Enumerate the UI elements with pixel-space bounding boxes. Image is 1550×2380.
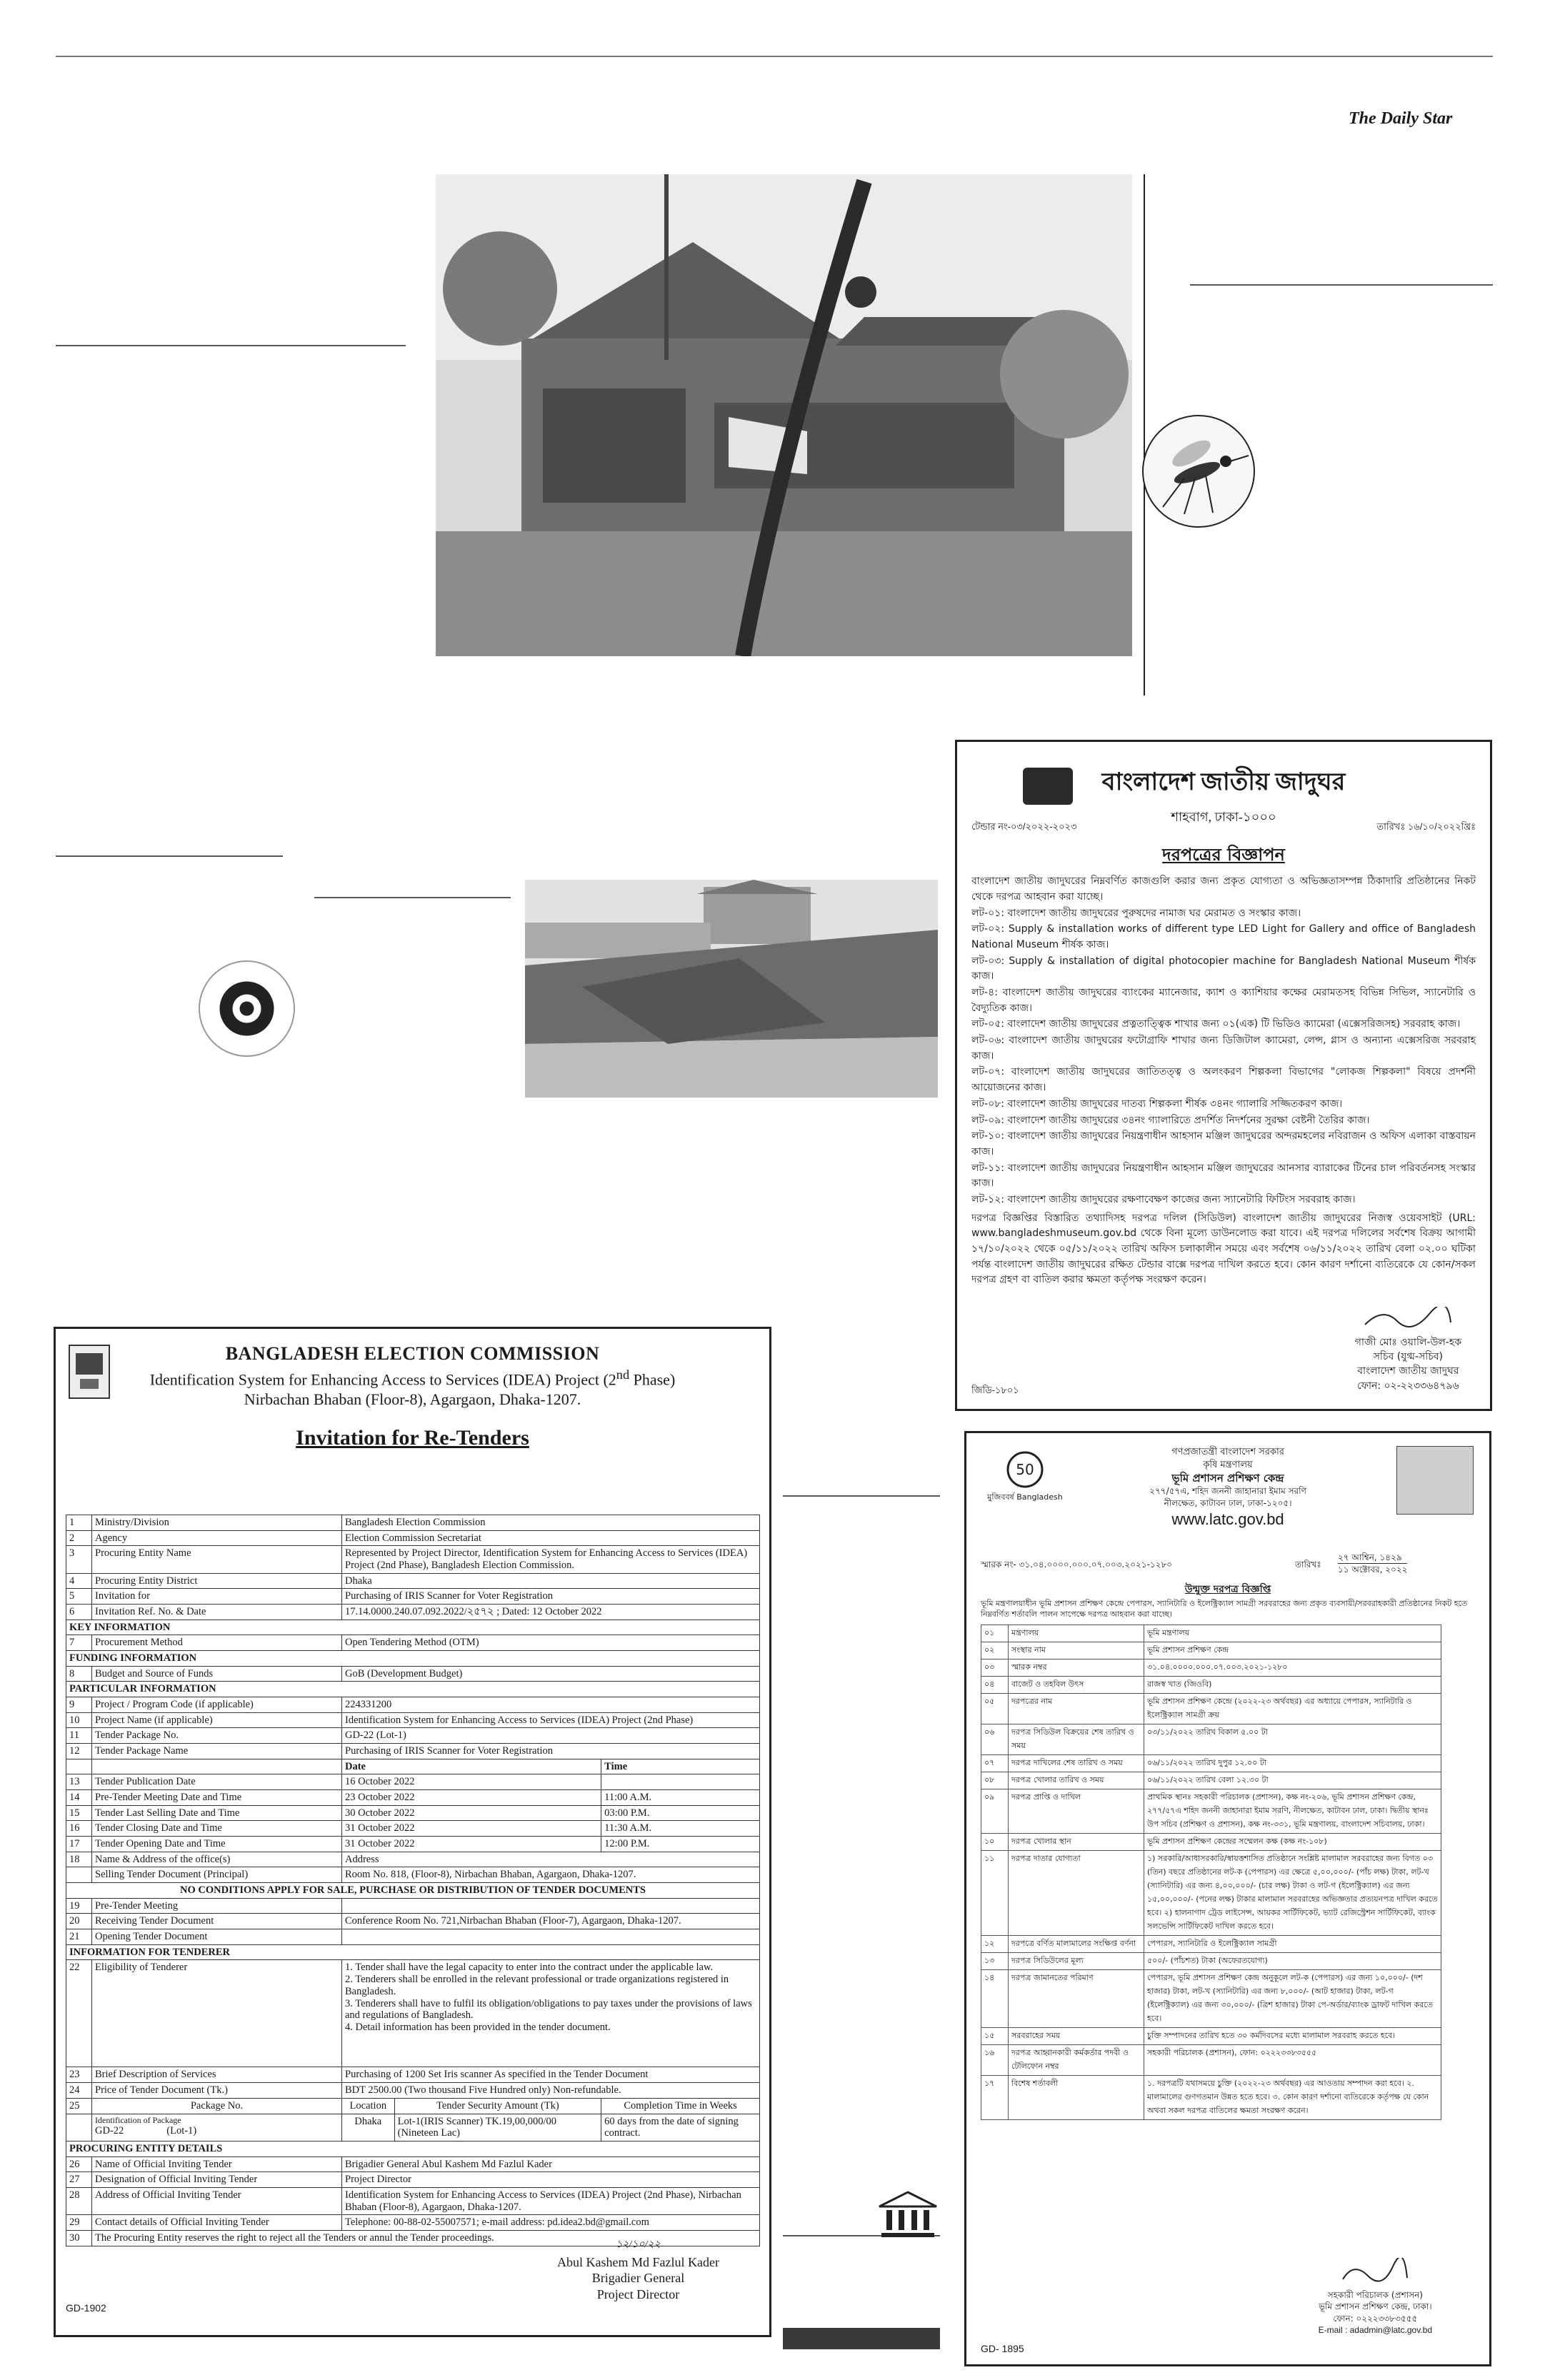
package-security: Lot-1(IRIS Scanner) TK.19,00,000/00 (Nineteen Lac): [394, 2114, 601, 2141]
row-label: Opening Tender Document: [92, 1929, 342, 1945]
row-number: 4: [66, 1573, 92, 1589]
row-label: Procurement Method: [92, 1635, 342, 1651]
row-value: BDT 2500.00 (Two thousand Five Hundred only) Non-refundable.: [342, 2083, 760, 2099]
row-number: 1: [66, 1515, 92, 1531]
row-date: 23 October 2022: [342, 1790, 601, 1806]
museum-lot-item: লট-০১: বাংলাদেশ জাতীয় জাদুঘরের পুরুষদের নামাজ ঘর মেরামত ও সংস্কার কাজ।: [971, 907, 1301, 919]
signature-date: ১২/১০/২২: [616, 2239, 661, 2250]
row-number: 23: [66, 2067, 92, 2083]
table-row: [981, 1677, 1441, 1694]
election-commission-tender-ad: [54, 1327, 771, 2337]
museum-lot-item: লট-০২: Supply & installation works of different type LED Light for Gallery and office of Bangladesh National Museum শীর্ষক কাজ।: [971, 923, 1476, 950]
latc-signature: [1319, 2258, 1432, 2336]
row-number: 11: [66, 1728, 92, 1744]
row-label: Project Name (if applicable): [92, 1712, 342, 1728]
table-row: [66, 1651, 760, 1667]
section-heading: PROCURING ENTITY DETAILS: [66, 2141, 760, 2156]
row-date: 31 October 2022: [342, 1837, 601, 1852]
museum-heading: দরপত্রের বিজ্ঞাপন: [1162, 845, 1285, 865]
row-number: ০৮: [981, 1772, 1009, 1789]
package-cell: Identification of Package GD-22 (Lot-1): [92, 2114, 342, 2141]
row-number: ০৩: [981, 1660, 1009, 1677]
row-number: 3: [66, 1546, 92, 1573]
signature-name: Abul Kashem Md Fazlul Kader: [557, 2254, 719, 2269]
package-no-header: Package No.: [92, 2098, 342, 2114]
row-time: [601, 1774, 760, 1790]
institution-logo-icon: [876, 2189, 940, 2242]
museum-lot-item: লট-০৫: বাংলাদেশ জাতীয় জাদুঘরের প্রত্নতাত্ত্বিক শাখার জন্য ০১(এক) টি ভিডিও ক্যামেরা (এক্সেসরিজসহ) সরবরাহ কাজ।: [971, 1018, 1461, 1030]
invitation-heading: Invitation for Re-Tenders: [296, 1426, 529, 1450]
table-row: [66, 2114, 760, 2141]
svg-text:50: 50: [1016, 1461, 1034, 1478]
row-number: 30: [66, 2230, 92, 2246]
latc-email: E-mail : adadmin@latc.gov.bd: [1318, 2324, 1432, 2335]
section-heading: INFORMATION FOR TENDERER: [66, 1944, 760, 1960]
table-row: [66, 1837, 760, 1852]
row-label: দরপত্রে বর্ণিত মালামালের সংক্ষিপ্ত বর্ণনা: [1009, 1936, 1144, 1953]
table-row: [66, 2156, 760, 2172]
row-label: Tender Closing Date and Time: [92, 1821, 342, 1837]
row-date: 30 October 2022: [342, 1805, 601, 1821]
row-date: 16 October 2022: [342, 1774, 601, 1790]
table-row: [66, 2187, 760, 2214]
table-row: [66, 1929, 760, 1945]
table-row: [66, 2141, 760, 2156]
latc-website: www.latc.gov.bd: [1171, 1510, 1284, 1528]
row-number: ০৫: [981, 1694, 1009, 1724]
row-number: 12: [66, 1744, 92, 1759]
table-row: [66, 1712, 760, 1728]
row-label: Eligibility of Tenderer: [92, 1960, 342, 2067]
section-heading: FUNDING INFORMATION: [66, 1651, 760, 1667]
row-number: 22: [66, 1960, 92, 2067]
row-label: বাজেট ও তহবিল উৎস: [1009, 1677, 1144, 1694]
row-value: Project Director: [342, 2172, 760, 2188]
museum-body: [971, 842, 1476, 1289]
masthead-logo: The Daily Star: [1349, 109, 1453, 128]
museum-lot-item: লট-০৭: বাংলাদেশ জাতীয় জাদুঘরের জাতিতত্ত্ব ও অলংকরণ শিল্পকলা বিভাগের "লোকজ শিল্পকলা" বিষয়ে প্রদর্শনী আয়োজনের কাজ।: [971, 1066, 1476, 1094]
row-value: GoB (Development Budget): [342, 1666, 760, 1682]
table-row: [981, 1851, 1441, 1936]
package-completion: 60 days from the date of signing contract.: [601, 2114, 760, 2141]
completion-header: Completion Time in Weeks: [601, 2098, 760, 2114]
row-number: 9: [66, 1697, 92, 1713]
row-label: Address of Official Inviting Tender: [92, 2187, 342, 2214]
latc-tender-table: [981, 1625, 1441, 2120]
latc-ref: স্মারক নং- ৩১.০৪.০০০০.০০০.০৭.০০৩.২০২১-১২৮০: [981, 1560, 1173, 1570]
row-label: দরপত্র প্রাপ্তি ও দাখিল: [1009, 1789, 1144, 1834]
row-label: Tender Package No.: [92, 1728, 342, 1744]
election-signature-block: [557, 2239, 719, 2302]
table-row: [981, 1936, 1441, 1953]
building-photo: [436, 174, 1132, 656]
row-value: 17.14.0000.240.07.092.2022/২৫৭২ ; Dated: 12 October 2022: [342, 1605, 760, 1620]
table-row: [66, 1620, 760, 1635]
row-number: 20: [66, 1914, 92, 1929]
row-value: ভূমি প্রশাসন প্রশিক্ষণ কেন্দ্রের সম্মেলন কক্ষ (কক্ষ নং-১০৮): [1144, 1834, 1441, 1851]
no-conditions-note: NO CONDITIONS APPLY FOR SALE, PURCHASE OR DISTRIBUTION OF TENDER DOCUMENTS: [66, 1883, 760, 1899]
table-row: [66, 1944, 760, 1960]
table-row: [66, 1682, 760, 1697]
row-number: 10: [66, 1712, 92, 1728]
latc-date-label: তারিখঃ: [1295, 1560, 1321, 1570]
row-label: দরপত্র খোলার স্থান: [1009, 1834, 1144, 1851]
table-row: [981, 1970, 1441, 2028]
row-time: 12:00 P.M.: [601, 1837, 760, 1852]
table-row: [66, 1744, 760, 1759]
row-value: Election Commission Secretariat: [342, 1530, 760, 1546]
row-value: পেপারস, স্যানিটারি ও ইলেক্ট্রিক্যাল সামগ্রী: [1144, 1936, 1441, 1953]
table-row: [66, 1821, 760, 1837]
row-number: 14: [66, 1790, 92, 1806]
row-number: ১১: [981, 1851, 1009, 1936]
row-time: 03:00 P.M.: [601, 1805, 760, 1821]
column-rule-right-1: [1190, 284, 1493, 286]
project-subtitle: Identification System for Enhancing Access to Services (IDEA) Project (2nd Phase): [149, 1367, 676, 1389]
row-number: 28: [66, 2187, 92, 2214]
tender-info-table: [66, 1515, 760, 2246]
museum-signature: [1355, 1307, 1461, 1393]
row-number: ১৪: [981, 1970, 1009, 2028]
row-number: ১০: [981, 1834, 1009, 1851]
column-rule-mid-1: [783, 1495, 940, 1497]
table-row: [66, 2215, 760, 2231]
row-number: 16: [66, 1821, 92, 1837]
table-row: [981, 1953, 1441, 1970]
section-heading: PARTICULAR INFORMATION: [66, 1682, 760, 1697]
row-value: Telephone: 00-88-02-55007571; e-mail address: pd.idea2.bd@gmail.com: [342, 2215, 760, 2231]
row-number: 18: [66, 1852, 92, 1867]
row-value: ভূমি প্রশাসন প্রশিক্ষণ কেন্দ্র: [1144, 1642, 1441, 1660]
row-value: ভূমি মন্ত্রণালয়: [1144, 1625, 1441, 1642]
row-label: Invitation Ref. No. & Date: [92, 1605, 342, 1620]
museum-lot-item: লট-১০: বাংলাদেশ জাতীয় জাদুঘরের নিয়ন্ত্রণাধীন আহসান মঞ্জিল জাদুঘরের অন্দরমহলের নবিরাজন ও অফিস এলাকা বাস্তবায়ন কাজ।: [971, 1130, 1476, 1158]
signature-rank: Brigadier General: [591, 2271, 685, 2285]
row-number: ১৫: [981, 2028, 1009, 2045]
latc-addr1: ২৭৭/৫৭এ, শহিদ জননী জাহানারা ইমাম সরণি: [1149, 1486, 1306, 1497]
museum-lot-item: লট-১১: বাংলাদেশ জাতীয় জাদুঘরের নিয়ন্ত্রণাধীন আহসান মঞ্জিল জাদুঘরের আনসার ব্যারাকের টিনের চাল পরিবর্তনসহ সংস্কার কাজ।: [971, 1162, 1476, 1190]
row-number: 13: [66, 1774, 92, 1790]
row-number: 24: [66, 2083, 92, 2099]
museum-date: তারিখঃ ১৬/১০/২০২২খ্রিঃ: [1376, 821, 1476, 832]
row-number: ১২: [981, 1936, 1009, 1953]
table-row: [66, 1530, 760, 1546]
table-row: [981, 1834, 1441, 1851]
row-label: মন্ত্রণালয়: [1009, 1625, 1144, 1642]
row-time: 11:00 A.M.: [601, 1790, 760, 1806]
row-value: Dhaka: [342, 1573, 760, 1589]
table-row: [981, 1724, 1441, 1755]
row-value: ০৬/১১/২০২২ তারিখ বেলা ১২.৩০ টা: [1144, 1772, 1441, 1789]
museum-lot-item: লট-০৬: বাংলাদেশ জাতীয় জাদুঘরের ফটোগ্রাফি শাখার জন্য ডিজিটাল ক্যামেরা, লেন্স, গ্লাস ও অন্যান্য এক্সেসরিজ সরবরাহ কাজ।: [971, 1035, 1476, 1062]
row-label: স্মারক নম্বর: [1009, 1660, 1144, 1677]
row-number: ০৬: [981, 1724, 1009, 1755]
row-number: 27: [66, 2172, 92, 2188]
latc-sign-phone: ফোন: ০২২২৩৩৮৩৫৫৫: [1333, 2313, 1418, 2324]
latc-sign-title: সহকারী পরিচালক (প্রশাসন): [1327, 2290, 1423, 2301]
mosquito-illustration: [1141, 414, 1256, 528]
row-label: Brief Description of Services: [92, 2067, 342, 2083]
museum-lot-item: লট-০৮: বাংলাদেশ জাতীয় জাদুঘরের দাতব্য শিল্পকলা শীর্ষক ৩৪নং গ্যালারি সজ্জিতকরণ কাজ।: [971, 1098, 1343, 1110]
table-row: [66, 1774, 760, 1790]
row-number: 26: [66, 2156, 92, 2172]
signature-title: Project Director: [596, 2286, 680, 2301]
row-value: প্রাথমিক স্থানঃ সহকারী পরিচালক (প্রশাসন), কক্ষ নং-২০৬, ভূমি প্রশাসন প্রশিক্ষণ কেন্দ্র, ২৭৭/৫৭এ শহিদ জননী জাহানারা ইমাম সরণি, নীলক্ষেত, কাটাবন ঢাল, ঢাকা। দ্বিতীয় স্থানঃ উপ সচিব (প্রশিক্ষণ ও প্রশাসন), কক্ষ নং-৩৩১, ভূমি মন্ত্রণালয়, বাংলাদেশ সচিবালয়, ঢাকা।: [1144, 1789, 1441, 1834]
row-number: 5: [66, 1589, 92, 1605]
row-number: 2: [66, 1530, 92, 1546]
row-value: Purchasing of IRIS Scanner for Voter Registration: [342, 1589, 760, 1605]
row-number: 21: [66, 1929, 92, 1945]
row-value: Brigadier General Abul Kashem Md Fazlul Kader: [342, 2156, 760, 2172]
row-label: Ministry/Division: [92, 1515, 342, 1531]
latc-heading: উন্মুক্ত দরপত্র বিজ্ঞপ্তি: [1184, 1584, 1271, 1595]
table-row: [66, 1728, 760, 1744]
table-row: [981, 1789, 1441, 1834]
row-label: দরপত্র সিডিউল বিক্রয়ের শেষ তারিখ ও সময়: [1009, 1724, 1144, 1755]
table-row: [66, 2098, 760, 2114]
row-value: ০৬/১১/২০২২ তারিখ দুপুর ১২.০০ টা: [1144, 1755, 1441, 1772]
river-erosion-photo: [525, 880, 938, 1098]
row-number: ১৩: [981, 1953, 1009, 1970]
table-row: [66, 1573, 760, 1589]
row-number: 17: [66, 1837, 92, 1852]
row-number: ০৪: [981, 1677, 1009, 1694]
museum-lot-item: লট-৪: বাংলাদেশ জাতীয় জাদুঘরের ব্যাংকের ম্যানেজার, ক্যাশ ও ক্যাশিয়ার কক্ষের মেরামতসহ বিভিন্ন সিভিল, স্যানেটারি ও বৈদ্যুতিক কাজ।: [971, 987, 1476, 1014]
row-number: 6: [66, 1605, 92, 1620]
row-value: Purchasing of 1200 Set Iris scanner As specified in the Tender Document: [342, 2067, 760, 2083]
row-label: দরপত্র সিডিউলের মূল্য: [1009, 1953, 1144, 1970]
table-row: [66, 1759, 760, 1774]
row-label: Name of Official Inviting Tender: [92, 2156, 342, 2172]
row-value: Purchasing of IRIS Scanner for Voter Registration: [342, 1744, 760, 1759]
table-row: [66, 1883, 760, 1899]
museum-lot-item: লট-০৩: Supply & installation of digital photocopier machine for Bangladesh National Museum শীর্ষক কাজ।: [971, 955, 1476, 983]
row-value: ৫০০/- (পাঁচশত) টাকা (অফেরতযোগ্য): [1144, 1953, 1441, 1970]
time-header: Time: [601, 1759, 760, 1774]
column-rule-left-1: [56, 345, 406, 346]
row-label: বিশেষ শর্তাবলী: [1009, 2076, 1144, 2120]
row-number: 19: [66, 1898, 92, 1914]
commission-address: Nirbachan Bhaban (Floor-8), Agargaon, Dhaka-1207.: [244, 1390, 581, 1409]
table-row: [66, 1898, 760, 1914]
row-label: Tender Publication Date: [92, 1774, 342, 1790]
row-label: Agency: [92, 1530, 342, 1546]
museum-ref: টেন্ডার নং-০৩/২০২২-২০২৩: [971, 821, 1077, 832]
latc-ministry: কৃষি মন্ত্রণালয়: [1203, 1459, 1253, 1470]
table-row: [981, 1772, 1441, 1789]
row-value: Open Tendering Method (OTM): [342, 1635, 760, 1651]
row-value: 1. Tender shall have the legal capacity to enter into the contract under the applicable law. 2. Tenderers shall be enrolled in the relevant professional or trade organizations registered in Bangladesh. 3. Tenderers shall have to fulfil its obligation/obligations to pay taxes under the provisions of laws and regulations of Bangladesh. 4. Detail information has been provided in the tender document.: [342, 1960, 760, 2067]
row-number: ০৯: [981, 1789, 1009, 1834]
row-label: দরপত্র দাখিলের শেষ তারিখ ও সময়: [1009, 1755, 1144, 1772]
table-row: [66, 2067, 760, 2083]
column-rule-left-2: [56, 855, 283, 857]
row-value: Conference Room No. 721,Nirbachan Bhaban (Floor-7), Agargaon, Dhaka-1207.: [342, 1914, 760, 1929]
table-row: [981, 1694, 1441, 1724]
row-number: 7: [66, 1635, 92, 1651]
row-value: ৩১.০৪.০০০০.০০০.০৭.০০৩.২০২১-১২৮০: [1144, 1660, 1441, 1677]
museum-sign-title: সচিব (যুগ্ম-সচিব): [1373, 1351, 1444, 1363]
table-row: [66, 1666, 760, 1682]
latc-code: GD- 1895: [981, 2343, 1024, 2354]
latc-date-english: ১১ অক্টোবর, ২০২২: [1338, 1565, 1408, 1575]
table-row: [66, 1914, 760, 1929]
row-label: সরবরাহের সময়: [1009, 2028, 1144, 2045]
table-row: [66, 1697, 760, 1713]
row-value: সহকারী পরিচালক (প্রশাসন), ফোন: ০২২২৩৩৮৩৫৫৫: [1144, 2045, 1441, 2076]
row-label: Selling Tender Document (Principal): [92, 1867, 342, 1883]
row-value: Room No. 818, (Floor-8), Nirbachan Bhaban, Agargaon, Dhaka-1207.: [342, 1867, 760, 1883]
table-row: [66, 1605, 760, 1620]
signature-scribble-icon: [1361, 1307, 1454, 1331]
row-label: দরপত্র জামানতের পরিমাণ: [1009, 1970, 1144, 2028]
row-number: ১৭: [981, 2076, 1009, 2120]
row-label: সংস্থার নাম: [1009, 1642, 1144, 1660]
row-value: Identification System for Enhancing Access to Services (IDEA) Project (2nd Phase), Nirbachan Bhaban (Floor-8), Agargaon, Dhaka-1207.: [342, 2187, 760, 2214]
latc-date-bangla: ২৭ আশ্বিন, ১৪২৯: [1338, 1552, 1402, 1562]
latc-gov: গণপ্রজাতন্ত্রী বাংলাদেশ সরকার: [1171, 1447, 1284, 1457]
museum-intro: বাংলাদেশ জাতীয় জাদুঘরের নিম্নবর্ণিত কাজগুলি করার জন্য প্রকৃত যোগ্যতা ও অভিজ্ঞতাসম্পন্ন ঠিকাদারি প্রতিষ্ঠানের নিকট থেকে দরপত্র আহবান করা যাচ্ছে।: [971, 875, 1476, 903]
row-value: ১) সরকারি/আধাসরকারি/স্বায়ত্তশাসিত প্রতিষ্ঠানে সংশ্লিষ্ট মালামাল সরবরাহের জন্য বিগত ০৩ (তিন) বছরে প্রতিষ্ঠানের লট-ক (পেপারস) এর ক্ষেত্রে ৫,০০,০০০/- (পাঁচ লক্ষ) টাকা, লট-খ (স্যানিটারি) এর জন্য ৪,০০,০০০/- (চার লক্ষ) টাকা ও লট-গ (ইলেক্ট্রিক্যাল) এর জন্য ১৫,০০,০০০/- (পনের লক্ষ) টাকার মালামাল সরবরাহের অভিজ্ঞতার প্রত্যয়নপত্র দাখিল করতে হবে। ২) হালনাগাদ ট্রেড লাইসেন্স, আয়কর সার্টিফিকেট, ভ্যাট রেজিস্ট্রেশন সার্টিফিকেট, ব্যাংক সলভেন্সি সার্টিফিকেট দাখিল করতে হবে।: [1144, 1851, 1441, 1936]
latc-intro: ভূমি মন্ত্রণালয়াধীন ভূমি প্রশাসন প্রশিক্ষণ কেন্দ্রে পেপারস, স্যানিটারি ও ইলেক্ট্রিক্যাল সামগ্রী সরবরাহের জন্য প্রকৃত ব্যবসায়ী/সরবরাহকারী প্রতিষ্ঠানের নিকট হতে নিম্নবর্ণিত শর্তাবলি পালন সাপেক্ষে দরপত্র আহবান করা যাচ্ছে।: [981, 1599, 1468, 1619]
table-row: [66, 1546, 760, 1573]
museum-sign-name: গাজী মোঃ ওয়ালি-উল-হক: [1354, 1336, 1461, 1348]
museum-title: বাংলাদেশ জাতীয় জাদুঘর: [1101, 769, 1346, 795]
museum-phone: ফোন: ০২-২২৩৩৬৪৭৯৬: [1357, 1380, 1459, 1392]
table-row: [66, 1852, 760, 1867]
row-number: 15: [66, 1805, 92, 1821]
table-row: [66, 1805, 760, 1821]
package-location: Dhaka: [342, 2114, 395, 2141]
row-label: Contact details of Official Inviting Tender: [92, 2215, 342, 2231]
column-rule-mid-3: [783, 2328, 940, 2349]
row-value: ০৩/১১/২০২২ তারিখ বিকাল ৫.০০ টা: [1144, 1724, 1441, 1755]
row-label: Pre-Tender Meeting Date and Time: [92, 1790, 342, 1806]
latc-sign-org: ভূমি প্রশাসন প্রশিক্ষণ কেন্দ্র, ঢাকা।: [1319, 2301, 1432, 2312]
row-label: দরপত্রের নাম: [1009, 1694, 1144, 1724]
table-row: [981, 2076, 1441, 2120]
row-label: Procuring Entity District: [92, 1573, 342, 1589]
table-row: [66, 1635, 760, 1651]
table-row: [981, 1625, 1441, 1642]
security-header: Tender Security Amount (Tk): [394, 2098, 601, 2114]
column-rule-left-3: [314, 897, 511, 898]
row-value: রাজস্ব খাত (জিওবি): [1144, 1677, 1441, 1694]
row-label: Project / Program Code (if applicable): [92, 1697, 342, 1713]
commission-title: BANGLADESH ELECTION COMMISSION: [225, 1343, 600, 1364]
row-number: ১৬: [981, 2045, 1009, 2076]
table-row: [981, 1642, 1441, 1660]
row-number: 25: [66, 2098, 92, 2114]
section-heading: KEY INFORMATION: [66, 1620, 760, 1635]
table-row: [66, 1515, 760, 1531]
row-label: Name & Address of the office(s): [92, 1852, 342, 1867]
ad-code: GD-1902: [66, 2302, 106, 2314]
government-emblem-icon: [199, 960, 295, 1057]
row-number: ০১: [981, 1625, 1009, 1642]
row-value: GD-22 (Lot-1): [342, 1728, 760, 1744]
row-label: Invitation for: [92, 1589, 342, 1605]
row-value: চুক্তি সম্পাদনের তারিখ হতে ৩০ কর্মদিবসের মধ্যে মালামাল সরবরাহ করতে হবে।: [1144, 2028, 1441, 2045]
latc-tender-ad: [964, 1431, 1491, 2366]
row-label: Pre-Tender Meeting: [92, 1898, 342, 1914]
row-value: ভূমি প্রশাসন প্রশিক্ষণ কেন্দ্রে (২০২২-২৩ অর্থবছর) এর অধ্যায়ে পেপারস, স্যানিটারি ও ইলেক্ট্রিক্যাল সামগ্রী ক্রয়: [1144, 1694, 1441, 1724]
location-header: Location: [342, 2098, 395, 2114]
row-label: Procuring Entity Name: [92, 1546, 342, 1573]
table-row: [66, 2172, 760, 2188]
museum-lot-item: লট-০৯: বাংলাদেশ জাতীয় জাদুঘরের ৩৪নং গ্যালারিতে প্রদর্শিত নিদর্শনের সুরক্ষা বেষ্টনী তৈরির কাজ।: [971, 1114, 1370, 1126]
row-value: Identification System for Enhancing Access to Services (IDEA) Project (2nd Phase): [342, 1712, 760, 1728]
row-number: ০২: [981, 1642, 1009, 1660]
table-row: [66, 2083, 760, 2099]
row-label: Tender Package Name: [92, 1744, 342, 1759]
museum-tender-ad: [955, 740, 1492, 1411]
latc-center: ভূমি প্রশাসন প্রশিক্ষণ কেন্দ্র: [1171, 1472, 1284, 1485]
row-value: Bangladesh Election Commission: [342, 1515, 760, 1531]
table-row: [66, 1867, 760, 1883]
row-label: দরপত্র খোলার তারিখ ও সময়: [1009, 1772, 1144, 1789]
row-value: পেপারস, ভূমি প্রশাসন প্রশিক্ষণ কেন্দ্র অনুকূলে লট-ক (পেপারস) এর জন্য ১০,০০০/- (দশ হাজার) টাকা, লট-খ (স্যানিটারি) এর জন্য ৮,০০০/- (আট হাজার) টাকা, লট-গ (ইলেক্ট্রিক্যাল) এর জন্য ৩০,০০০/- (ত্রিশ হাজার) টাকা পে-অর্ডার/ব্যাংক ড্রাফট দাখিল করতে হবে।: [1144, 1970, 1441, 2028]
museum-code: জিডি-১৮০১: [971, 1385, 1019, 1395]
row-label: Designation of Official Inviting Tender: [92, 2172, 342, 2188]
date-header: Date: [342, 1759, 601, 1774]
mujib-borsho-logo: 50 মুজিববর্ষ Bangladesh: [982, 1450, 1068, 1507]
row-value: 224331200: [342, 1697, 760, 1713]
row-label: দরপত্র দাতার যোগ্যতা: [1009, 1851, 1144, 1936]
latc-addr2: নীলক্ষেত, কাটাবন ঢাল, ঢাকা-১২০৫।: [1164, 1497, 1292, 1508]
museum-closing: দরপত্র বিজ্ঞপ্তির বিস্তারিত তথ্যাদিসহ দরপত্র দলিল (সিডিউল) বাংলাদেশ জাতীয় জাদুঘরের নিজস্ব ওয়েবসাইট (URL: www.bangladeshmuseum.gov.bd থেকে বিনা মূল্যে ডাউনলোড করা যাবে। এই দরপত্র দলিলের সর্বশেষ বিক্রয় আগামী ১৭/১০/২০২২ থেকে ০৫/১১/২০২২ তারিখ অফিস চলাকালীন সময়ে এবং সর্বশেষ ০৬/১১/২০২২ তারিখ বেলা ০২.০০ ঘটিকা পর্যন্ত বাংলাদেশ জাতীয় জাদুঘরের রক্ষিত টেন্ডার বাক্সে দরপত্র দাখিল করতে হবে। কোন কারণ দর্শানো ব্যতিরেকে যে কোন/সকল দরপত্র গ্রহণ বা বাতিল করার ক্ষমতা কর্তৃপক্ষ সংরক্ষণ করেন।: [971, 1212, 1476, 1286]
table-row: [66, 1960, 760, 2067]
row-value: The Procuring Entity reserves the right to reject all the Tenders or annul the Tender proceedings.: [92, 2230, 760, 2246]
table-row: [981, 2045, 1441, 2076]
row-label: দরপত্র আহ্বানকারী কর্মকর্তার পদবী ও টেলিফোন নম্বর: [1009, 2045, 1144, 2076]
row-number: 8: [66, 1666, 92, 1682]
election-commission-logo: [69, 1345, 110, 1399]
table-row: [66, 1790, 760, 1806]
row-label: Receiving Tender Document: [92, 1914, 342, 1929]
row-value: Address: [342, 1852, 760, 1867]
table-row: [981, 1660, 1441, 1677]
table-row: [981, 2028, 1441, 2045]
row-number: 29: [66, 2215, 92, 2231]
row-time: 11:30 A.M.: [601, 1821, 760, 1837]
row-number: ০৭: [981, 1755, 1009, 1772]
row-date: 31 October 2022: [342, 1821, 601, 1837]
row-label: Tender Last Selling Date and Time: [92, 1805, 342, 1821]
signature-scribble-icon: [1339, 2258, 1411, 2286]
row-label: Price of Tender Document (Tk.): [92, 2083, 342, 2099]
top-rule: [56, 56, 1493, 57]
table-row: [66, 1589, 760, 1605]
table-row: [981, 1755, 1441, 1772]
museum-address: শাহবাগ, ঢাকা-১০০০: [1171, 810, 1276, 824]
row-value: Represented by Project Director, Identification System for Enhancing Access to Services (IDEA) Project (2nd Phase), Bangladesh Election Commission.: [342, 1546, 760, 1573]
row-label: Budget and Source of Funds: [92, 1666, 342, 1682]
museum-sign-org: বাংলাদেশ জাতীয় জাদুঘর: [1357, 1365, 1459, 1377]
museum-lot-item: লট-১২: বাংলাদেশ জাতীয় জাদুঘরের রক্ষণাবেক্ষণ কাজের জন্য স্যানেটারি ফিটিংস সরবরাহ কাজ।: [971, 1193, 1356, 1205]
row-label: Tender Opening Date and Time: [92, 1837, 342, 1852]
row-value: ১. দরপত্রটি যথাসময়ে চুক্তি (২০২২-২৩ অর্থবছর) এর আওতায় সম্পাদন করা হবে। ২. মালামালের গুণগতমান উন্নত হতে হবে। ৩. কোন কারণ দর্শানো ব্যতিরেকে কর্তৃপক্ষ যে কোন অথবা সকল দরপত্র বাতিলের ক্ষমতা সংরক্ষণ করেন।: [1144, 2076, 1441, 2120]
